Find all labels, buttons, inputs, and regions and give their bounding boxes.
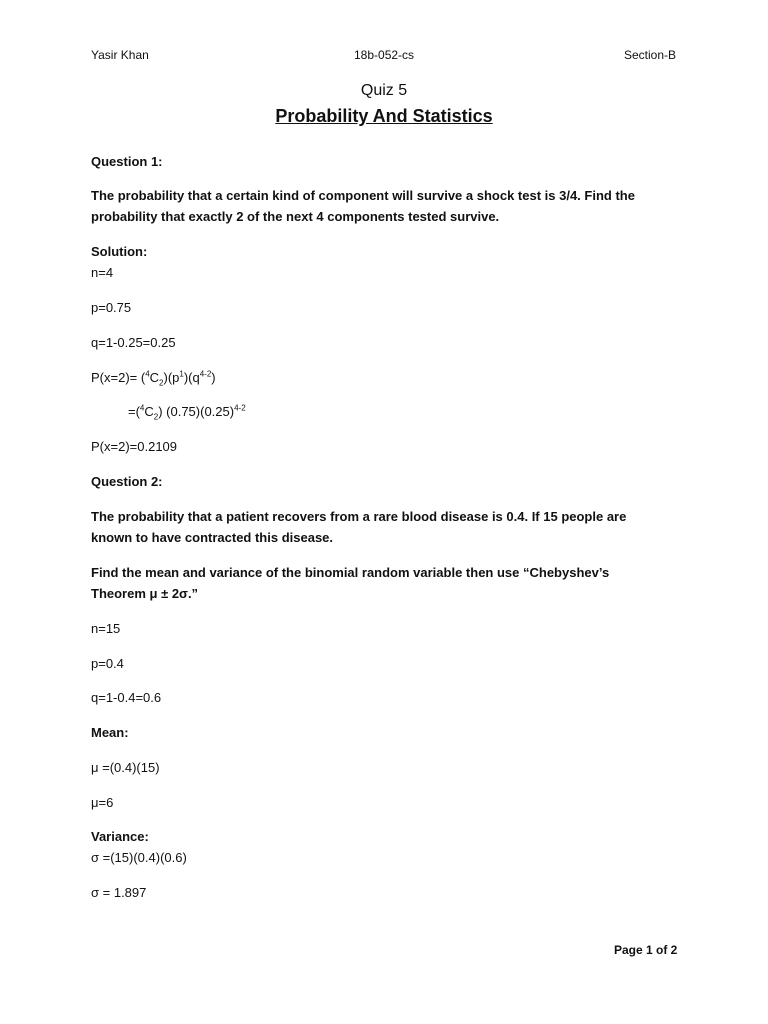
solution-label: Solution: [91,244,148,259]
section-label: Section-B [624,48,677,62]
formula-part: )(q [183,370,200,385]
question-1-text-line2: probability that exactly 2 of the next 4 components tested survive. [91,209,500,224]
q1-probability-formula [91,367,216,388]
formula-part: P(x=2)= ( [91,370,146,385]
formula-part: )(p [163,370,180,385]
q2-p-value: p=0.4 [91,656,124,671]
question-2-text-line1: The probability that a patient recovers from a rare blood disease is 0.4. If 15 people are [91,509,627,524]
formula-combination: C [149,370,160,385]
variance-formula: σ =(15)(0.4)(0.6) [91,850,187,865]
question-2-find-line1: Find the mean and variance of the binomial random variable then use “Chebyshev’s [91,565,610,580]
question-2-find-line2: Theorem μ ± 2σ.” [91,586,199,601]
formula-sup-n: 4 [145,369,150,379]
question-1-heading: Question 1: [91,154,163,169]
author-name: Yasir Khan [91,48,149,62]
variance-label: Variance: [91,829,149,844]
q2-q-value: q=1-0.4=0.6 [91,690,162,705]
roll-number: 18b-052-cs [354,48,415,62]
sub-part: =( [128,404,140,419]
sub-part: ) (0.75)(0.25) [158,404,235,419]
sub-sup-n: 4 [139,403,145,413]
q1-p-value: p=0.75 [91,300,132,315]
formula-sub-k: 2 [159,378,164,388]
mean-label: Mean: [91,725,129,740]
formula-sup-p: 1 [179,369,184,379]
question-2-text-line2: known to have contracted this disease. [91,530,334,545]
page-title: Probability And Statistics [275,106,493,126]
mean-result: μ=6 [91,795,114,810]
sub-combination: C [144,404,154,419]
q1-substitution [128,401,246,422]
q2-n-value: n=15 [91,621,121,636]
sub-sub-k: 2 [153,412,159,422]
q1-n-value: n=4 [91,265,114,280]
quiz-label: Quiz 5 [360,82,408,99]
question-2-heading: Question 2: [91,474,163,489]
page-number: Page 1 of 2 [614,943,678,957]
q1-q-value: q=1-0.25=0.25 [91,335,176,350]
formula-part: ) [211,370,216,385]
sub-sup-exp: 4-2 [234,403,246,413]
q1-result: P(x=2)=0.2109 [91,439,178,454]
variance-result: σ = 1.897 [91,885,147,900]
formula-sup-q: 4-2 [199,369,212,379]
question-1-text-line1: The probability that a certain kind of component will survive a shock test is 3/4. Find the [91,188,635,203]
mean-formula: μ =(0.4)(15) [91,760,160,775]
